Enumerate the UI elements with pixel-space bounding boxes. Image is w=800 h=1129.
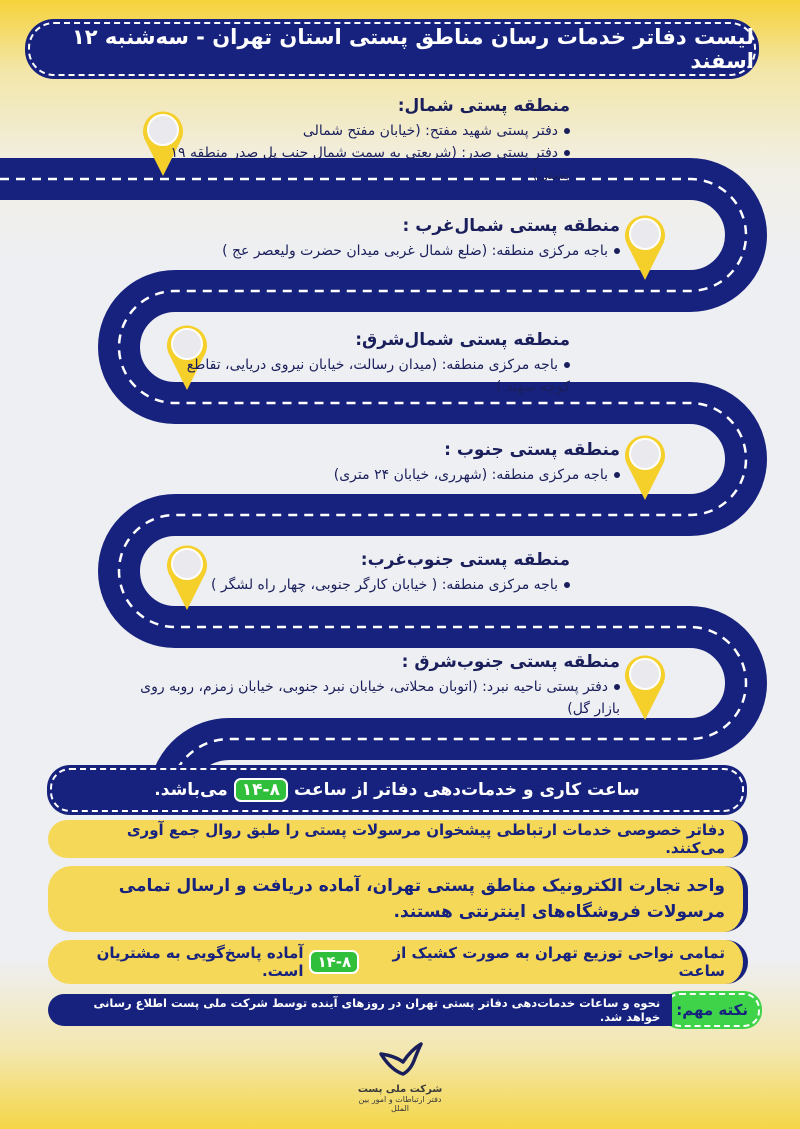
department-name: دفتر ارتباطات و امور بین الملل <box>358 1095 442 1113</box>
notice-private-offices: دفاتر خصوصی خدمات ارتباطی پیشخوان مرسولات پستی را طبق روال جمع آوری می‌کنند. <box>48 820 748 858</box>
bullet-icon <box>564 582 570 588</box>
region-title: منطقه پستی شمال‌شرق: <box>355 330 570 350</box>
dove-icon <box>377 1040 423 1080</box>
region-title: منطقه پستی جنوب‌غرب: <box>360 550 570 570</box>
notice-ecommerce: واحد تجارت الکترونیک مناطق پستی تهران، آماده دریافت و ارسال تمامی مرسولات فروشگاه‌های اینترنتی هستند. <box>48 866 748 932</box>
location-pin-icon <box>622 212 668 282</box>
region-title: منطقه پستی شمال‌غرب : <box>402 216 620 236</box>
region-northeast <box>170 330 570 398</box>
hours-badge: ۱۴-۸ <box>234 778 288 802</box>
org-name: شرکت ملی پست <box>357 1084 443 1095</box>
list-item: باجه مرکزی منطقه: (ضلع شمال غربی میدان حضرت ولیعصر عج ) <box>200 240 620 262</box>
region-southeast <box>120 652 620 720</box>
working-hours-banner: ساعت کاری و خدمات‌دهی دفاتر از ساعت ۱۴-۸ می‌باشد. <box>50 768 744 812</box>
bullet-icon <box>564 128 570 134</box>
bullet-icon <box>564 150 570 156</box>
region-northwest <box>200 216 620 262</box>
bullet-icon <box>614 472 620 478</box>
list-item: باجه مرکزی منطقه: (شهرری، خیابان ۲۴ متری) <box>200 464 620 486</box>
region-title: منطقه پستی شمال: <box>397 96 570 116</box>
important-note-label: نکته مهم: <box>664 993 760 1027</box>
location-pin-icon <box>622 432 668 502</box>
region-south <box>200 440 620 486</box>
page-title: لیست دفاتر خدمات رسان مناطق پستی استان تهران - سه‌شنبه ۱۲ اسفند <box>28 22 756 76</box>
important-note <box>48 993 760 1027</box>
important-note-text: نحوه و ساعات خدمات‌دهی دفاتر پستی تهران در روزهای آینده توسط شرکت ملی پست اطلاع رسانی خواهد شد. <box>48 994 672 1026</box>
location-pin-icon <box>622 652 668 722</box>
list-item: باجه مرکزی منطقه: ( خیابان کارگر جنوبی، چهار راه لشگر ) <box>170 574 570 596</box>
region-title: منطقه پستی جنوب‌شرق : <box>401 652 620 672</box>
list-item: دفتر پستی ناحیه نبرد: (اتوبان محلاتی، خیابان نبرد جنوبی، خیابان زمزم، روبه روی بازار گل) <box>140 679 620 717</box>
list-item: باجه مرکزی منطقه: (میدان رسالت، خیابان نیروی دریایی، تقاطع کوچه سهند ) <box>186 357 570 395</box>
list-item: دفتر پستی صدر: (شریعتی به سمت شمال جنب پل صدر منطقه ۱۹ پستی) <box>170 145 570 183</box>
region-southwest <box>170 550 570 596</box>
region-title: منطقه پستی جنوب : <box>444 440 620 460</box>
bullet-icon <box>564 362 570 368</box>
iran-post-logo <box>350 1040 450 1120</box>
bullet-icon <box>614 248 620 254</box>
bullet-icon <box>614 684 620 690</box>
region-north <box>150 96 570 186</box>
notice-on-call-hours: تمامی نواحی توزیع تهران به صورت کشیک از ساعت ۱۴-۸ آماده پاسخ‌گویی به مشتریان است. <box>48 940 748 984</box>
hours-badge: ۱۴-۸ <box>309 950 359 974</box>
list-item: دفتر پستی شهید مفتح: (خیابان مفتح شمالی <box>150 120 570 142</box>
